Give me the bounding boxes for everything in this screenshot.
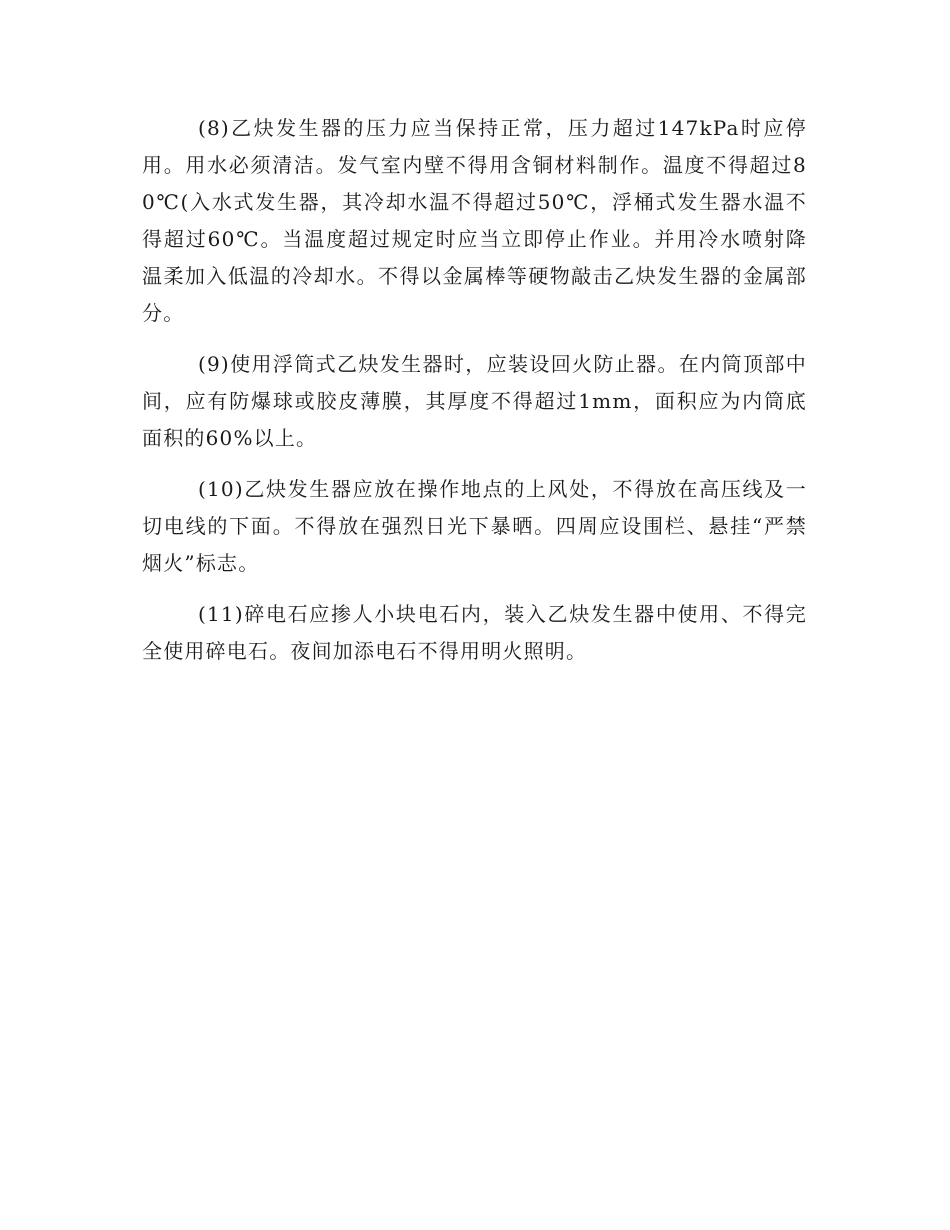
paragraph-10: (10)乙炔发生器应放在操作地点的上风处，不得放在高压线及一切电线的下面。不得放在强烈日光下暴晒。四周应设围栏、悬挂“严禁烟火”标志。	[142, 477, 807, 575]
paragraph-11: (11)碎电石应掺人小块电石内，装入乙炔发生器中使用、不得完全使用碎电石。夜间加添电石不得用明火照明。	[142, 602, 807, 663]
document-body	[142, 110, 807, 684]
paragraph-8: (8)乙炔发生器的压力应当保持正常，压力超过147kPa时应停用。用水必须清洁。发气室内壁不得用含铜材料制作。温度不得超过80℃(入水式发生器，其冷却水温不得超过50℃，浮桶式发生器水温不得超过60℃。当温度超过规定时应当立即停止作业。并用冷水喷射降温柔加入低温的冷却水。不得以金属棒等硬物敲击乙炔发生器的金属部分。	[142, 116, 807, 325]
paragraph-9: (9)使用浮筒式乙炔发生器时，应装设回火防止器。在内筒顶部中间，应有防爆球或胶皮薄膜，其厚度不得超过1mm，面积应为内筒底面积的60%以上。	[142, 352, 807, 450]
